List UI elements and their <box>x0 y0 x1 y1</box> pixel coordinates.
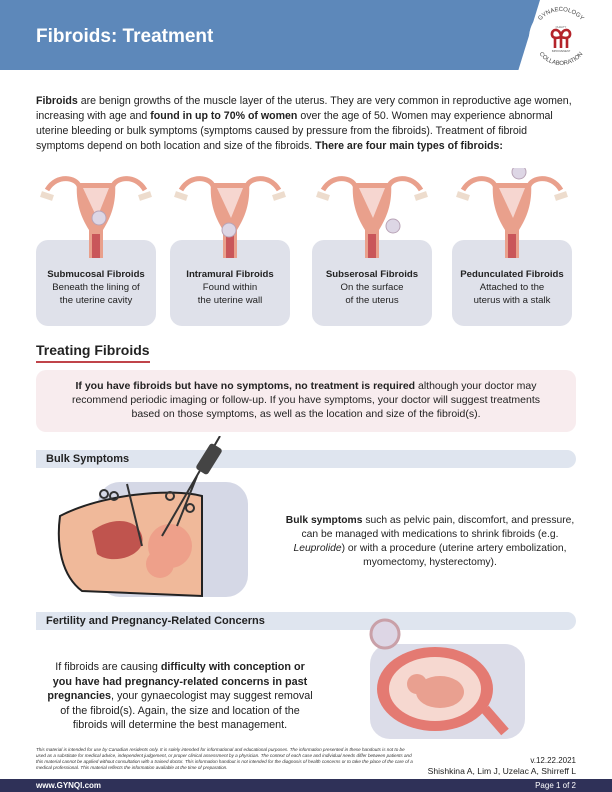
svg-text:GYNAECOLOGY: GYNAECOLOGY <box>537 6 585 22</box>
fibroid-type-desc: Attached to the <box>479 282 545 293</box>
disclaimer: This material is intended for use by Canadian residents only. It is solely intended for informational and educational purposes. The information presented in these handouts is not to be used as a substitute for medical advice, independent judgement, or proper clinical assessment by a physician. The context of each case and individual needs differ between patients and this material cannot be applied without consultation with a trained doctor. This information handout is not intended for the diagnosis of health concerns or to take the place of the care of a medical professional. This material reflects the information available at the time of preparation. <box>36 747 413 770</box>
fibroid-mark <box>222 223 236 237</box>
gynqi-logo <box>522 4 600 72</box>
svg-text:IMPROVEMENT: IMPROVEMENT <box>551 50 571 53</box>
laparoscopy-illustration <box>52 436 252 601</box>
uterus-illustration <box>313 168 431 258</box>
fibroid-mark <box>92 211 106 225</box>
treating-callout: If you have fibroids but have no symptoms, no treatment is required although your doctor may recommend periodic imaging or follow-up. If you have symptoms, your doctor will suggest treatments based on those symptoms, as well as the location and size of the fibroid(s). <box>36 370 576 432</box>
bulk-section-bar: Bulk Symptoms <box>36 450 576 468</box>
bulk-paragraph: Bulk symptoms such as pelvic pain, discomfort, and pressure, can be managed with medications to shrink fibroids (e.g. Leuprolide) or with a procedure (uterine artery embolization, myomectomy, hysterectomy). <box>285 515 575 568</box>
treating-heading: Treating Fibroids <box>36 342 150 363</box>
fibroid-type-desc: Beneath the lining of <box>52 282 140 293</box>
page-number: Page 1 of 2 <box>535 781 576 790</box>
uterus-illustration <box>171 168 289 258</box>
pregnancy-illustration <box>355 614 530 739</box>
intro-paragraph: Fibroids are benign growths of the muscle layer of the uterus. They are very common in reproductive age women, increasing with age and found in up to 70% of women over the age of 50. Women may experience abnormal uterine bleeding or bulk symptoms (symptoms caused by pressure from the fibroids). Treatment of fibroid symptoms depend on both location and size of the fibroids. There are four main types of fibroids: <box>36 95 572 152</box>
authors: Shishkina A, Lim J, Uzelac A, Shirreff L <box>427 766 576 776</box>
website-link[interactable]: www.GYNQI.com <box>36 781 102 790</box>
fertility-section-bar: Fertility and Pregnancy-Related Concerns <box>36 612 576 630</box>
fibroid-type-name: Submucosal Fibroids <box>47 269 145 280</box>
page-title: Fibroids: Treatment <box>36 26 214 47</box>
svg-text:QUALITY: QUALITY <box>555 26 567 29</box>
fibroid-type-desc: the uterine cavity <box>59 295 133 306</box>
fibroid-mark <box>512 168 526 179</box>
version: v.12.22.2021 <box>530 756 576 765</box>
svg-text:COLLABORATION: COLLABORATION <box>537 51 585 68</box>
fibroid-type-name: Pedunculated Fibroids <box>460 269 564 280</box>
uterus-illustration <box>453 168 571 258</box>
footer-bar <box>0 779 612 792</box>
fibroid-type-name: Subserosal Fibroids <box>325 269 419 280</box>
fibroid-type-desc: Found within <box>202 282 258 293</box>
fibroid-type-desc: On the surface <box>340 282 404 293</box>
fibroid-type-name: Intramural Fibroids <box>186 269 274 280</box>
fibroid-mark <box>386 219 400 233</box>
fibroid-type-desc: uterus with a stalk <box>473 295 551 306</box>
fibroid-type-desc: the uterine wall <box>197 295 263 306</box>
uterus-illustration <box>37 168 155 258</box>
fertility-paragraph: If fibroids are causing difficulty with conception or you have had pregnancy-related concerns in past pregnancies, your gynaecologist may suggest removal of the fibroid(s). Again, the size and location of the fibroids will determine the best management. <box>47 661 313 731</box>
fibroid-type-desc: of the uterus <box>345 295 399 306</box>
